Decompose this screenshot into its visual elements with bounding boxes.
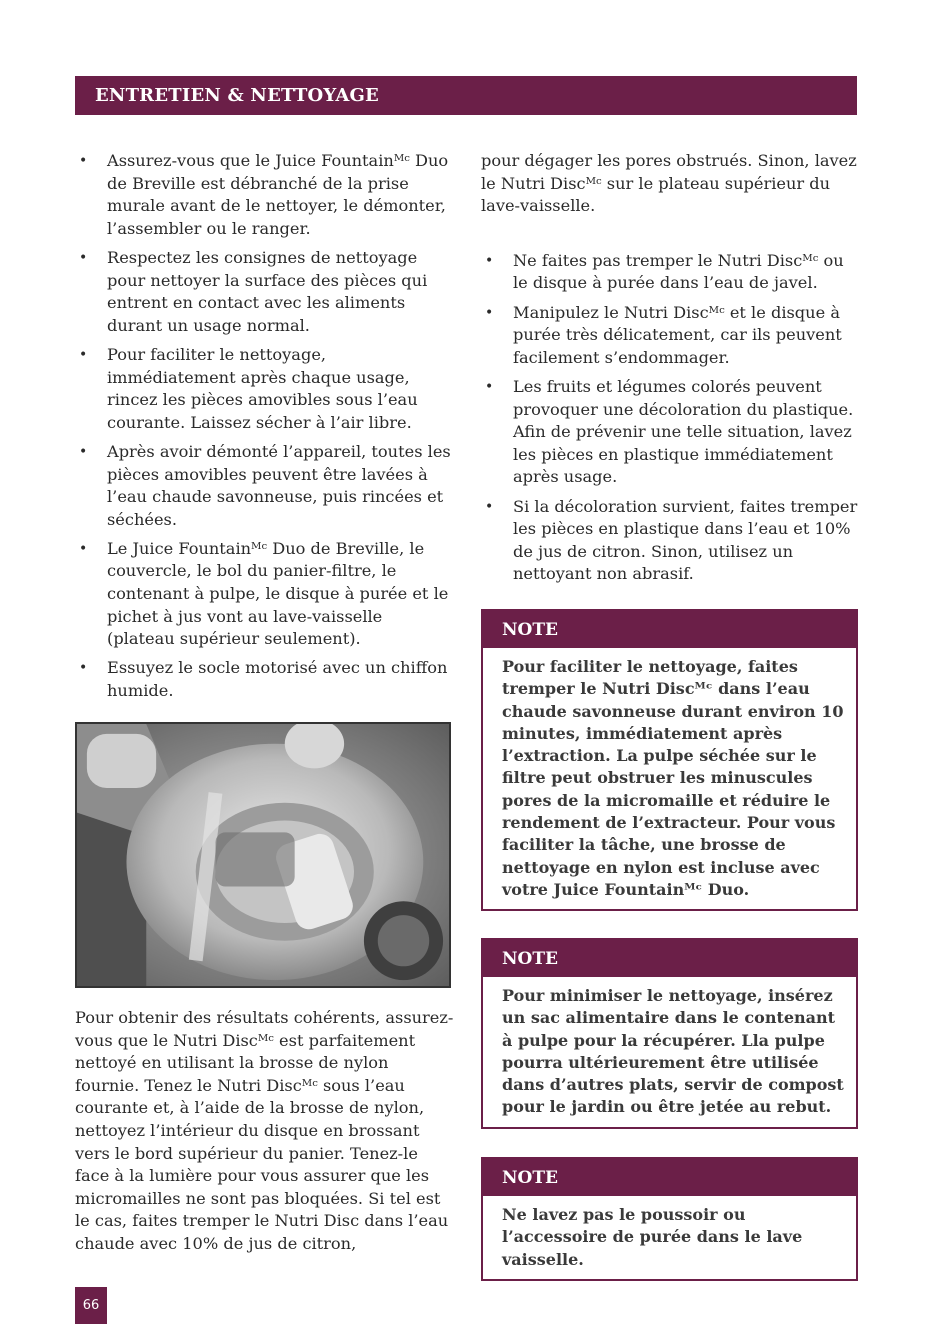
bullet-icon: • (485, 252, 494, 269)
bullet-icon: • (485, 378, 494, 395)
bullet-icon: • (79, 153, 88, 169)
list-item (75, 657, 455, 702)
list-item (75, 344, 455, 434)
list-item-text: Respectez les consignes de nettoyage pour nettoyer la surface des pièces qui entrent en contact avec les aliments durant un usage normal. (107, 247, 428, 335)
bullet-icon: • (79, 346, 88, 363)
photo-illustration (77, 724, 449, 986)
page-number: 66 (75, 1287, 107, 1324)
list-item (481, 496, 859, 586)
list-item (75, 247, 455, 337)
note-title: NOTE (483, 940, 856, 977)
list-item-text: Si la décoloration survient, faites tremper les pièces en plastique dans l’eau et 10% de jus de citron. Sinon, utilisez un nettoyant non abrasif. (513, 496, 858, 584)
list-item-text: Les fruits et légumes colorés peuvent provoquer une décoloration du plastique. Afin de prévenir une telle situation, lavez les pièces en plastique immédiatement après usage. (513, 376, 854, 487)
right-bullet-list (481, 250, 859, 586)
list-item-text: Le Juice Fountainᴹᶜ Duo de Breville, le couvercle, le bol du panier-filtre, le contenant à pulpe, le disque à purée et le pichet à jus vont au lave-vaisselle (plateau supérieur seulement). (107, 538, 449, 649)
cleaning-photo (75, 722, 451, 988)
list-item (75, 150, 455, 240)
bullet-icon: • (485, 498, 494, 515)
bullet-icon: • (79, 540, 88, 557)
list-item (481, 376, 859, 489)
list-item-text: Après avoir démonté l’appareil, toutes les pièces amovibles peuvent être lavées à l’eau chaude savonneuse, puis rincées et séchées. (107, 441, 451, 529)
left-bullet-list (75, 150, 455, 703)
bullet-icon: • (79, 249, 88, 266)
right-column (481, 150, 859, 592)
bullet-icon: • (79, 660, 88, 677)
list-item-text: Pour faciliter le nettoyage, immédiatement après chaque usage, rincez les pièces amovibles sous l’eau courante. Laissez sécher à l’air libre. (107, 344, 418, 432)
left-column (75, 150, 455, 709)
note-body: Pour faciliter le nettoyage, faites tremper le Nutri Discᴹᶜ dans l’eau chaude savonneuse durant environ 10 minutes, immédiatement après l’extraction. La pulpe séchée sur le filtre peut obstruer les minuscules pores de la micromaille et réduire le rendement de l’extracteur. Pour vous faciliter la tâche, une brosse de nettoyage en nylon est incluse avec votre Juice Fountainᴹᶜ Duo. (502, 657, 844, 899)
bullet-icon: • (79, 443, 88, 460)
note-title: NOTE (483, 1159, 856, 1196)
right-paragraph: pour dégager les pores obstrués. Sinon, lavez le Nutri Discᴹᶜ sur le plateau supérieur du lave-vaisselle. (481, 151, 857, 216)
list-item-text: Essuyez le socle motorisé avec un chiffon humide. (107, 658, 448, 701)
list-item (75, 441, 455, 531)
list-item (75, 538, 455, 651)
note-body: Ne lavez pas le poussoir ou l’accessoire de purée dans le lave vaisselle. (502, 1205, 803, 1269)
left-paragraph: Pour obtenir des résultats cohérents, assurez-vous que le Nutri Discᴹᶜ est parfaitement nettoyé en utilisant la brosse de nylon fournie. Tenez le Nutri Discᴹᶜ sous l’eau courante et, à l’aide de la brosse de nylon, nettoyez l’intérieur du disque en brossant vers le bord supérieur du panier. Tenez-le face à la lumière pour vous assurer que les micromailles ne sont pas bloquées. Si tel est le cas, faites tremper le Nutri Disc dans l’eau chaude avec 10% de jus de citron, (75, 1008, 454, 1253)
note-box (481, 609, 858, 911)
list-item (481, 302, 859, 370)
list-item-text: Assurez-vous que le Juice Fountainᴹᶜ Duo de Breville est débranché de la prise murale avant de le nettoyer, le démonter, l’assembler ou le ranger. (107, 151, 449, 238)
note-title: NOTE (483, 611, 856, 648)
note-box (481, 1157, 858, 1281)
list-item-text: Manipulez le Nutri Discᴹᶜ et le disque à purée très délicatement, car ils peuvent facilement s’endommager. (513, 302, 842, 367)
bullet-icon: • (485, 304, 494, 321)
section-title: ENTRETIEN & NETTOYAGE (95, 85, 379, 106)
note-box (481, 938, 858, 1129)
section-header (75, 76, 857, 115)
list-item (481, 250, 859, 295)
list-item-text: Ne faites pas tremper le Nutri Discᴹᶜ ou le disque à purée dans l’eau de javel. (513, 250, 844, 293)
note-body: Pour minimiser le nettoyage, insérez un sac alimentaire dans le contenant à pulpe pour la récupérer. Lla pulpe pourra ultérieurement être utilisée dans d’autres plats, servir de compost pour le jardin ou être jetée au rebut. (502, 986, 844, 1117)
